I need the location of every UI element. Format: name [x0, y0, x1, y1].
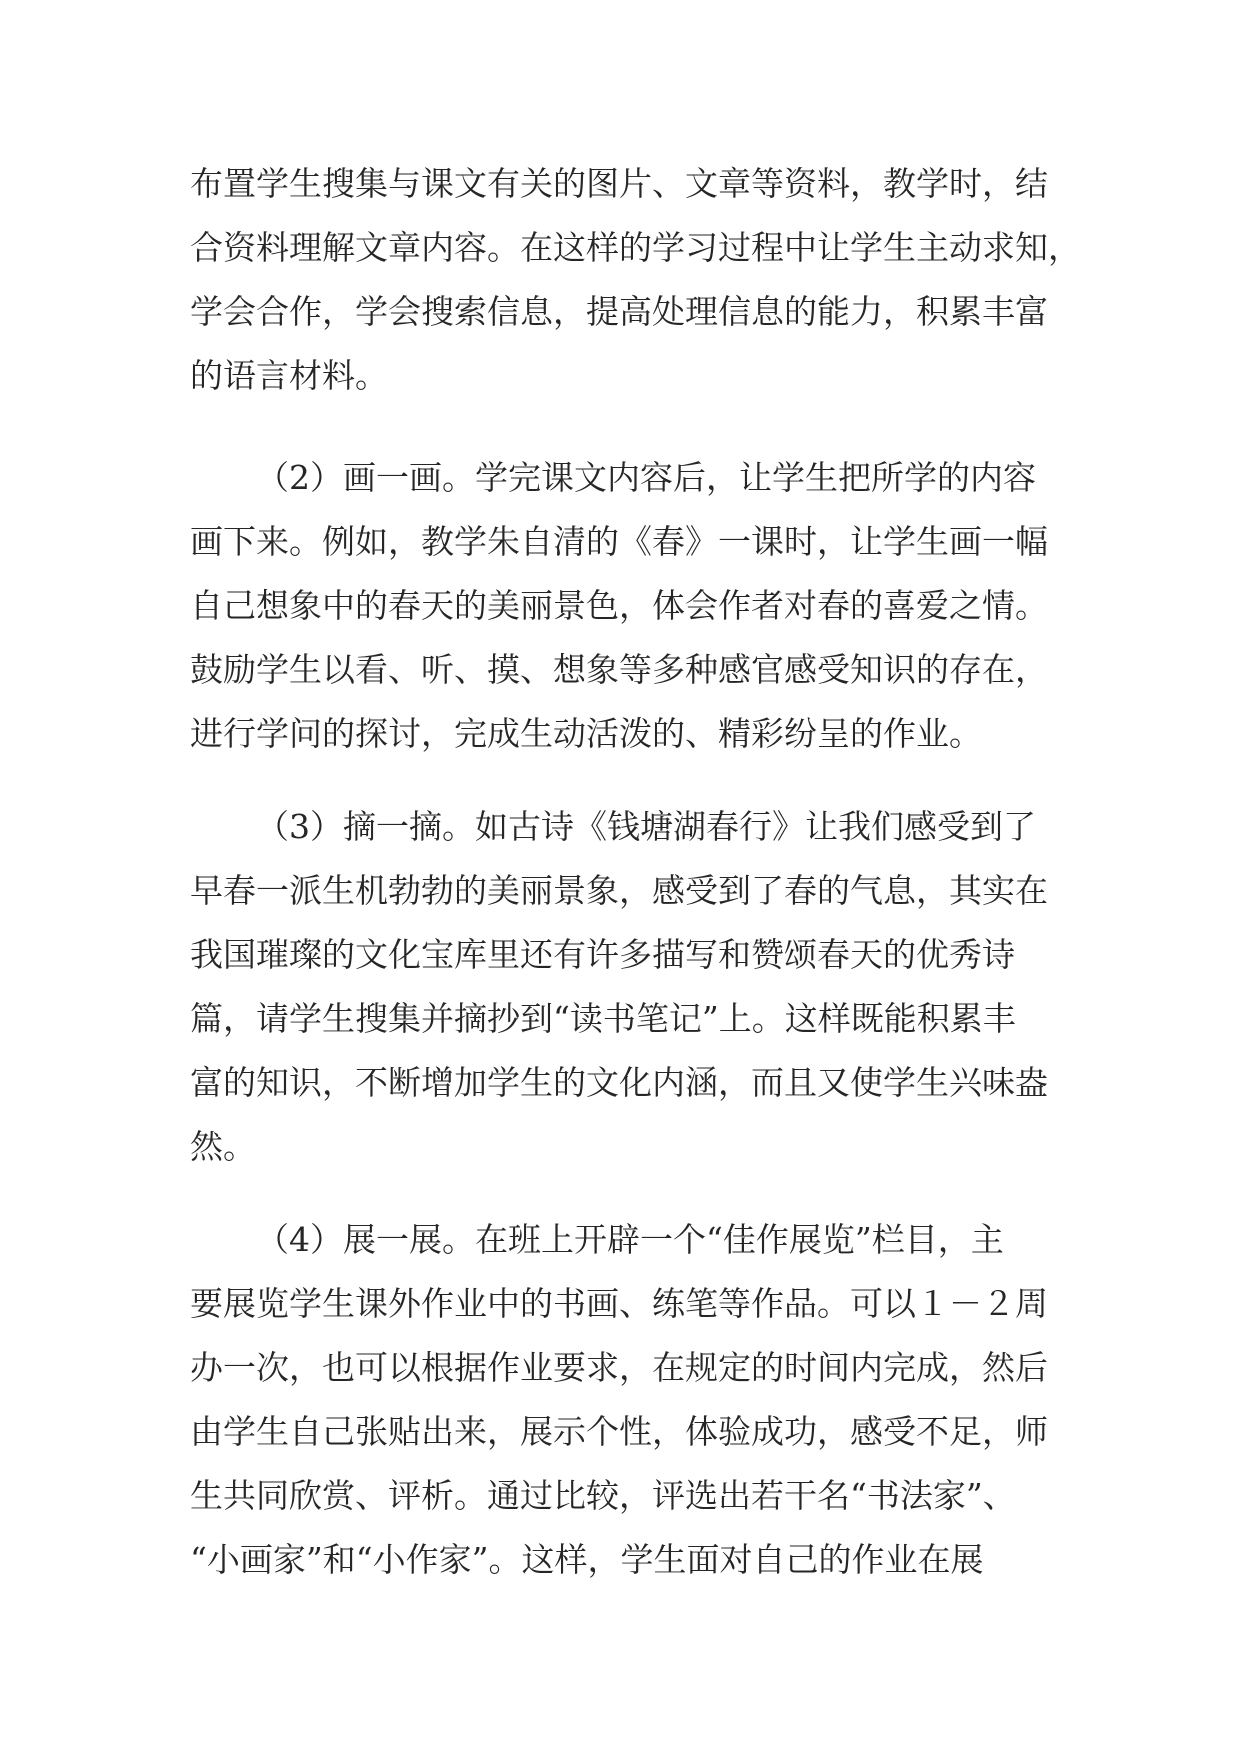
paragraph-line: 布置学生搜集与课文有关的图片、文章等资料，教学时，结 — [190, 164, 1048, 203]
paragraph-line: 然。 — [190, 1127, 256, 1166]
paragraph-line: “小画家”和“小作家”。这样，学生面对自己的作业在展 — [190, 1540, 984, 1579]
paragraph-continuation — [190, 152, 1090, 408]
paragraph-line: 要展览学生课外作业中的书画、练笔等作品。可以１－２周 — [190, 1284, 1048, 1323]
paragraph-line: 的语言材料。 — [190, 356, 388, 395]
paragraph-line: （3）摘一摘。如古诗《钱塘湖春行》让我们感受到了 — [256, 807, 1036, 846]
paragraph-line: 早春一派生机勃勃的美丽景象，感受到了春的气息，其实在 — [190, 871, 1048, 910]
paragraph-line: （2）画一画。学完课文内容后，让学生把所学的内容 — [256, 458, 1036, 497]
paragraph-line: 合资料理解文章内容。在这样的学习过程中让学生主动求知， — [190, 228, 1081, 267]
paragraph-line: 进行学问的探讨，完成生动活泼的、精彩纷呈的作业。 — [190, 714, 982, 753]
paragraph-line: 我国璀璨的文化宝库里还有许多描写和赞颂春天的优秀诗 — [190, 935, 1015, 974]
paragraph-line: 办一次，也可以根据作业要求，在规定的时间内完成，然后 — [190, 1348, 1048, 1387]
paragraph-line: 自己想象中的春天的美丽景色，体会作者对春的喜爱之情。 — [190, 586, 1048, 625]
paragraph-line: 画下来。例如，教学朱自清的《春》一课时，让学生画一幅 — [190, 522, 1048, 561]
paragraph-line: 生共同欣赏、评析。通过比较，评选出若干名“书法家”、 — [190, 1476, 1016, 1515]
paragraph-line: 由学生自己张贴出来，展示个性，体验成功，感受不足，师 — [190, 1412, 1048, 1451]
paragraph-line: 鼓励学生以看、听、摸、想象等多种感官感受知识的存在， — [190, 650, 1048, 689]
paragraph-line: （4）展一展。在班上开辟一个“佳作展览”栏目，主 — [256, 1220, 1004, 1259]
paragraph-excerpt — [190, 795, 1090, 1179]
paragraph-line: 富的知识，不断增加学生的文化内涵，而且又使学生兴味盎 — [190, 1063, 1048, 1102]
paragraph-line: 篇，请学生搜集并摘抄到“读书笔记”上。这样既能积累丰 — [190, 999, 1016, 1038]
paragraph-line: 学会合作，学会搜索信息，提高处理信息的能力，积累丰富 — [190, 292, 1048, 331]
paragraph-draw — [190, 446, 1090, 766]
paragraph-exhibit — [190, 1208, 1090, 1592]
